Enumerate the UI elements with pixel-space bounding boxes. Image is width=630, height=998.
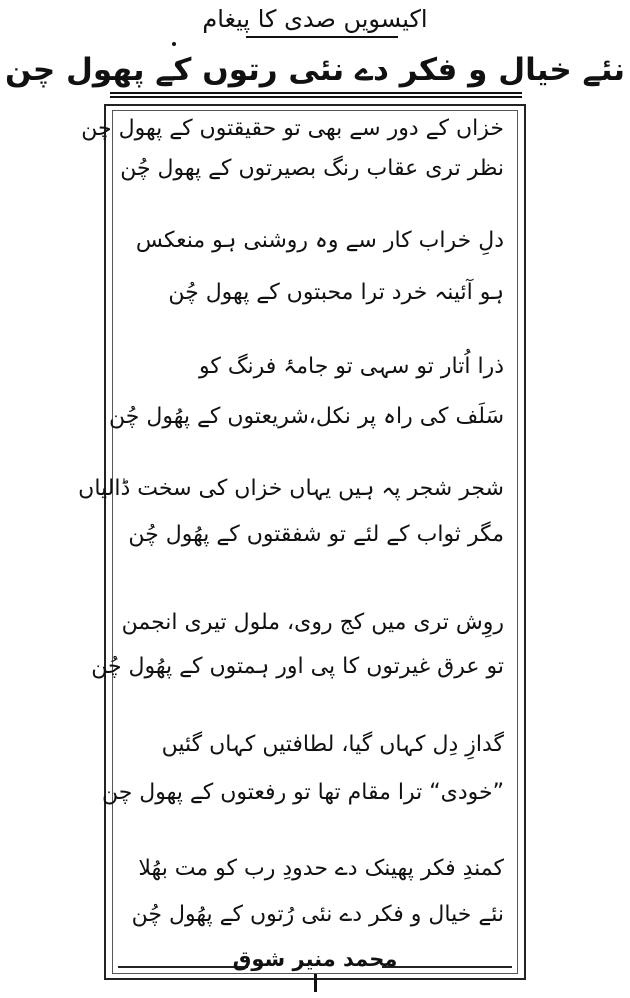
poem-line: ہو آئینہ خرد ترا محبتوں کے پھول چُن [168, 280, 504, 305]
title-underline-double [110, 96, 522, 98]
author-name: محمد منیر شوق [232, 947, 398, 971]
poem-line: خزاں کے دور سے بھی تو حقیقتوں کے پھول چن [81, 116, 504, 141]
poem-line: شجر شجر پہ ہیں یہاں خزاں کی سخت ڈالیاں [78, 476, 504, 501]
poem-line: مگر ثواب کے لئے تو شفقتوں کے پھُول چُن [128, 522, 504, 547]
subtitle-underline [246, 36, 398, 38]
document-subtitle: اکیسویں صدی کا پیغام [202, 5, 428, 33]
poem-line: ”خودی“ ترا مقام تھا تو رفعتوں کے پھول چن [101, 780, 504, 805]
poem-line: کمندِ فکر پھینک دے حدودِ رب کو مت بھُلا [138, 856, 504, 881]
ink-dot [172, 42, 176, 46]
poem-line: تو عرق غیرتوں کا پی اور ہمتوں کے پھُول چُن [91, 654, 504, 679]
poem-line: نظر تری عقاب رنگ بصیرتوں کے پھول چُن [120, 156, 504, 181]
poem-line: نئے خیال و فکر دے نئی رُتوں کے پھُول چُن [131, 902, 504, 927]
title-underline [110, 92, 522, 94]
poem-line: روِش تری میں کج روی، ملول تیری انجمن [121, 610, 504, 635]
poem-line: ذرا اُتار تو سہی تو جامۂ فرنگ کو [199, 354, 504, 379]
poem-line: سَلَف کی راہ پر نکل،شریعتوں کے پھُول چُن [109, 404, 504, 429]
document-title: نئے خیال و فکر دے نئی رتوں کے پھول چن [5, 52, 625, 88]
poem-line: دلِ خراب کار سے وہ روشنی ہو منعکس [135, 228, 504, 253]
poem-line: گدازِ دِل کہاں گیا، لطافتیں کہاں گئیں [161, 732, 504, 757]
footer-tick [314, 974, 317, 992]
